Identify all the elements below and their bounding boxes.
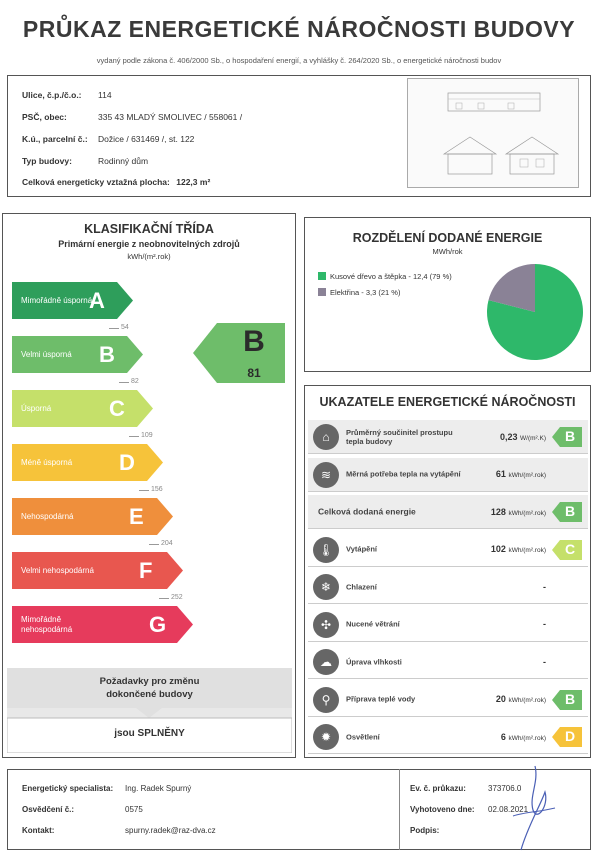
class-arrow-c — [12, 390, 153, 427]
street-row: Ulice, č.p./č.o.: 114 — [22, 90, 112, 100]
indicator-name: Průměrný součinitel prostupu tepla budovy — [346, 427, 453, 446]
indicators-title: UKAZATELE ENERGETICKÉ NÁROČNOSTI — [319, 395, 576, 409]
issued-value: 02.08.2021 — [488, 805, 529, 814]
page-title: PRŮKAZ ENERGETICKÉ NÁROČNOSTI BUDOVY — [22, 16, 576, 42]
class-arrow-g — [12, 606, 193, 643]
heat-need-icon: ≋ — [313, 462, 339, 488]
indicator-class-letter: B — [564, 690, 576, 707]
requirements-line1: Požadavky pro změnu — [99, 676, 200, 687]
issued-label: Vyhotoveno dne: — [410, 805, 475, 814]
type-row: Typ budovy: Rodinný dům — [22, 156, 149, 166]
specialist-value: Ing. Radek Spurný — [125, 784, 192, 793]
requirements-box — [7, 668, 292, 753]
contact-value: spurny.radek@raz-dva.cz — [125, 826, 216, 835]
ku-row: K.ú., parcelní č.: Dožice / 631469 /, st. 122 — [22, 134, 195, 144]
class-letter: D — [119, 449, 135, 475]
indicator-value: - — [543, 619, 546, 629]
threshold-line — [129, 436, 139, 437]
class-letter: E — [129, 503, 144, 529]
class-letter: G — [149, 611, 167, 637]
indicator-value: 128 kWh/(m².rok) — [490, 506, 546, 517]
threshold-line — [139, 490, 149, 491]
faucet-icon: ⚲ — [313, 687, 339, 713]
indicator-row — [308, 683, 588, 717]
indicator-row — [308, 420, 588, 454]
indicator-name: Měrná potřeba tepla na vytápění — [346, 469, 461, 479]
thermometer-icon: 🌡 — [313, 537, 339, 563]
indicator-name: Chlazení — [346, 582, 377, 591]
class-name: Velmi úsporná — [21, 349, 72, 359]
cert-label: Osvědčení č.: — [22, 805, 75, 814]
area-row: Celková energeticky vztažná plocha: 122,3 m² — [22, 177, 211, 187]
result-class-value: 81 — [247, 366, 261, 380]
ev-value: 373706.0 — [488, 784, 522, 793]
requirements-status: jsou SPLNĚNY — [114, 728, 185, 739]
indicator-class-letter: B — [564, 503, 576, 519]
indicator-row — [308, 720, 588, 754]
distribution-unit: MWh/rok — [432, 247, 463, 256]
cooling-icon: ❄ — [313, 574, 339, 600]
indicator-name: Celková dodaná energie — [318, 506, 416, 516]
lightbulb-icon: ✹ — [313, 724, 339, 750]
footer-divider — [399, 769, 400, 850]
class-name: Mimořádně úsporná — [21, 295, 93, 305]
building-sketch-image — [407, 78, 579, 188]
class-arrow-a — [12, 282, 133, 319]
class-name: Mimořádně nehospodárná — [21, 614, 73, 634]
legend-swatch-wood — [318, 272, 326, 280]
house-icon: ⌂ — [313, 424, 339, 450]
fan-icon: ✣ — [313, 612, 339, 638]
indicator-row — [308, 495, 588, 529]
threshold-value: 54 — [121, 324, 129, 331]
class-letter: F — [139, 557, 153, 583]
indicator-value: - — [543, 656, 546, 667]
threshold-value: 82 — [131, 378, 139, 385]
threshold-value: 204 — [161, 540, 173, 547]
indicator-row — [308, 533, 588, 567]
class-arrow-b — [12, 336, 143, 373]
indicator-name: Vytápění — [346, 544, 377, 554]
class-arrow-d — [12, 444, 163, 481]
indicator-value: 102 kWh/(m².rok) — [490, 544, 546, 554]
threshold-line — [149, 544, 159, 545]
humidity-icon: ☁ — [313, 649, 339, 675]
sign-label: Podpis: — [410, 826, 440, 835]
threshold-value: 109 — [141, 432, 153, 439]
cert-value: 0575 — [125, 805, 143, 814]
class-name: Méně úsporná — [21, 457, 73, 467]
indicator-class-letter: B — [564, 428, 576, 444]
class-arrow-e — [12, 498, 173, 535]
legend-swatch-electricity — [318, 288, 326, 296]
class-letter: C — [109, 395, 125, 421]
indicator-row — [308, 608, 588, 642]
class-letter: A — [89, 287, 105, 313]
classification-unit: kWh/(m².rok) — [127, 252, 171, 261]
indicator-row — [308, 570, 588, 604]
indicator-value: 20 kWh/(m².rok) — [495, 694, 546, 704]
class-letter: B — [99, 341, 115, 367]
indicator-name: Osvětlení — [346, 732, 380, 741]
indicator-row — [308, 645, 588, 679]
legend-item-wood: Kusové dřevo a štěpka - 12,4 (79 %) — [318, 272, 452, 281]
psc-row: PSČ, obec: 335 43 MLADÝ SMOLIVEC / 558061 / — [22, 112, 243, 122]
indicator-value: 0,23 W/(m².K) — [499, 431, 546, 442]
ev-label: Ev. č. průkazu: — [410, 784, 466, 793]
classification-subtitle: Primární energie z neobnovitelných zdrojů — [58, 239, 240, 249]
class-arrow-f — [12, 552, 183, 589]
indicator-name: Příprava teplé vody — [346, 694, 416, 704]
signature-image — [505, 762, 565, 854]
threshold-line — [159, 598, 169, 599]
indicator-name: Nucené větrání — [346, 619, 400, 629]
indicator-value: 6 kWh/(m².rok) — [500, 731, 546, 742]
indicator-class-letter: D — [564, 728, 576, 744]
distribution-pie-chart — [485, 262, 585, 362]
page-subtitle: vydaný podle zákona č. 406/2000 Sb., o hospodaření energií, a vyhlášky č. 264/2020 Sb., o energetické náročnosti budov — [96, 56, 502, 65]
class-name: Úsporná — [21, 403, 52, 413]
legend-item-electricity: Elektřina - 3,3 (21 %) — [318, 288, 400, 297]
indicator-value: 61 kWh/(m².rok) — [495, 469, 546, 479]
class-name: Velmi nehospodárná — [21, 565, 94, 575]
distribution-title: ROZDĚLENÍ DODANÉ ENERGIE — [352, 231, 543, 245]
indicator-name: Úprava vlhkosti — [346, 657, 402, 666]
threshold-line — [109, 328, 119, 329]
specialist-label: Energetický specialista: — [22, 784, 114, 793]
threshold-value: 252 — [171, 594, 183, 601]
contact-label: Kontakt: — [22, 826, 55, 835]
threshold-value: 156 — [151, 486, 163, 493]
requirements-line2: dokončené budovy — [106, 689, 193, 700]
threshold-line — [119, 382, 129, 383]
indicator-class-letter: C — [564, 540, 576, 557]
indicator-row — [308, 458, 588, 492]
result-class-letter: B — [243, 325, 265, 358]
classification-title: KLASIFIKAČNÍ TŘÍDA — [84, 222, 214, 236]
indicator-value: - — [543, 581, 546, 592]
class-name: Nehospodárná — [21, 511, 74, 521]
